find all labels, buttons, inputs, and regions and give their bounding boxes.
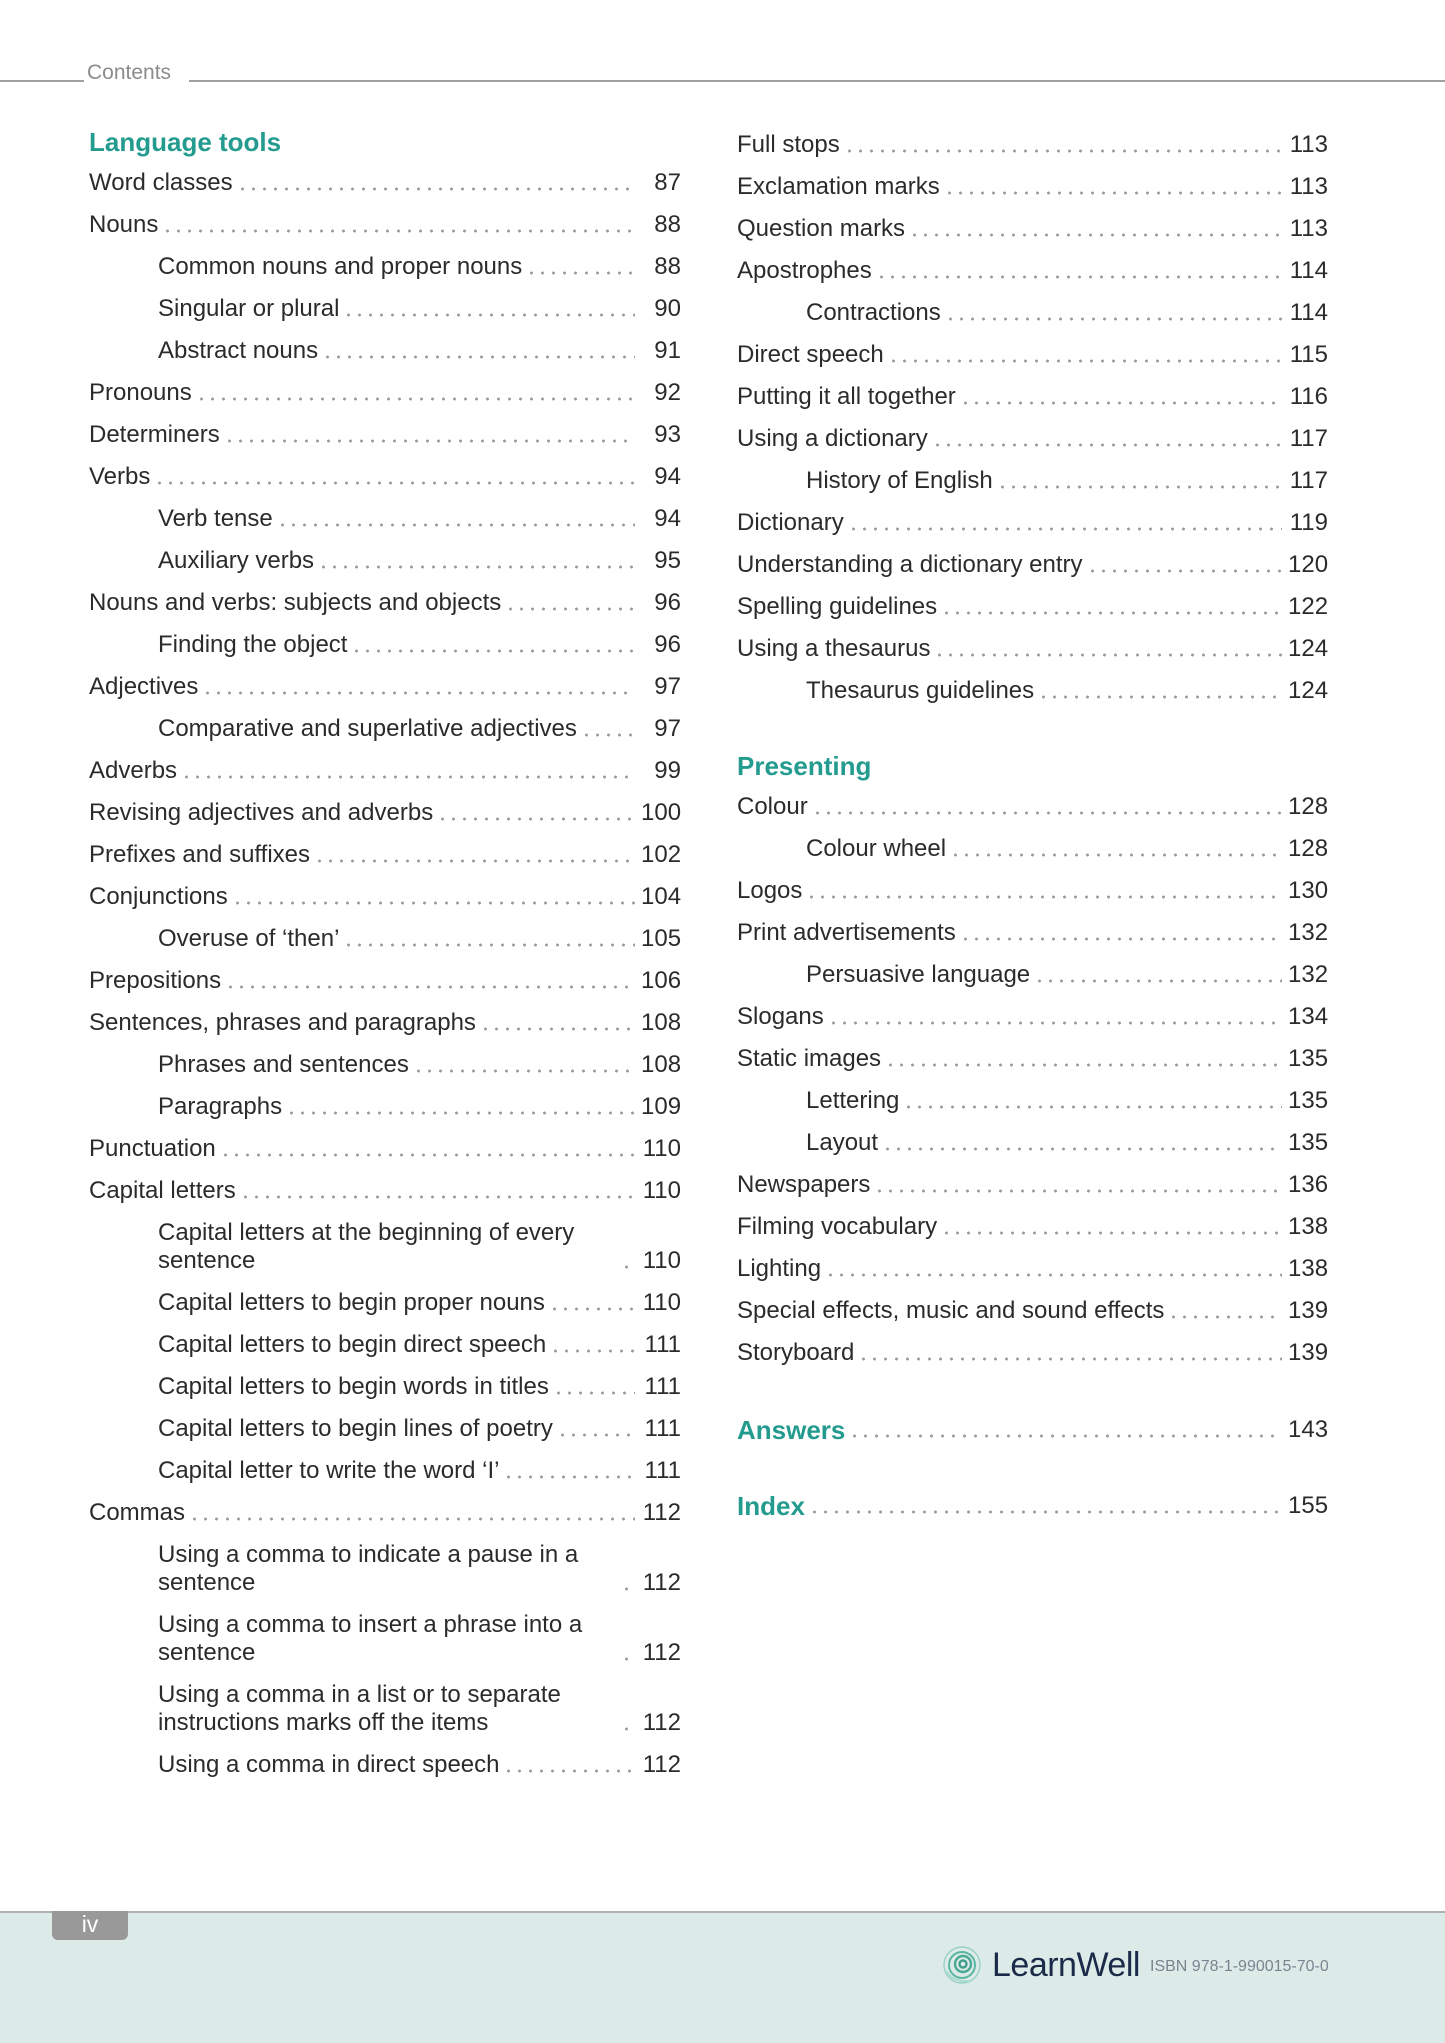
dot-leader — [858, 1342, 1282, 1362]
toc-entry[interactable] — [89, 1674, 681, 1744]
dot-leader — [505, 592, 635, 612]
toc-entry-page: 114 — [1289, 299, 1328, 326]
dot-leader — [314, 844, 635, 864]
dot-leader — [828, 1006, 1282, 1026]
dot-leader — [318, 550, 635, 570]
toc-entry[interactable] — [737, 1164, 1328, 1206]
toc-entry[interactable] — [89, 792, 681, 834]
toc-entry[interactable] — [737, 1038, 1328, 1080]
toc-entry-label: Capital letters to begin proper nouns — [158, 1289, 545, 1316]
dot-leader — [997, 470, 1282, 490]
toc-entry-page: 96 — [654, 631, 681, 658]
toc-entry[interactable] — [737, 376, 1328, 418]
dot-leader — [581, 718, 635, 738]
toc-entry-page: 114 — [1289, 257, 1328, 284]
section-spacer — [737, 1452, 1328, 1484]
toc-entry-label: Finding the object — [158, 631, 348, 658]
toc-entry[interactable] — [89, 666, 681, 708]
section-title-language-tools: Language tools — [89, 127, 282, 157]
toc-entry[interactable] — [89, 918, 681, 960]
toc-entry-page: 108 — [641, 1009, 682, 1036]
toc-entry[interactable] — [89, 750, 681, 792]
header-rule-left — [0, 80, 84, 82]
toc-entry-page: 136 — [1288, 1171, 1329, 1198]
toc-entry[interactable] — [737, 1248, 1328, 1290]
toc-entry-label: Using a thesaurus — [737, 635, 931, 662]
dot-leader — [844, 134, 1282, 154]
toc-entry-label: Dictionary — [737, 509, 844, 536]
dot-leader — [1034, 964, 1282, 984]
toc-entry[interactable] — [89, 1450, 681, 1492]
toc-entry-label: History of English — [806, 467, 993, 494]
toc-entry-page: 112 — [642, 1639, 681, 1666]
toc-entry-label: Determiners — [89, 421, 220, 448]
brand-name: LearnWell — [992, 1945, 1140, 1984]
toc-entry-page: 97 — [654, 673, 681, 700]
dot-leader — [286, 1096, 635, 1116]
toc-entry-page: 130 — [1288, 877, 1329, 904]
toc-entry-label: Prepositions — [89, 967, 222, 994]
toc-entry-label: Answers — [737, 1415, 846, 1445]
dot-leader — [849, 1419, 1282, 1439]
toc-entry-label: Revising adjectives and adverbs — [89, 799, 434, 826]
toc-entry[interactable] — [89, 1044, 681, 1086]
toc-entry-label: Commas — [89, 1499, 186, 1526]
toc-entry-label: Index — [737, 1491, 805, 1521]
toc-entry-label: Contractions — [806, 299, 941, 326]
dot-leader — [549, 1292, 635, 1312]
toc-entry-label: Capital letters — [89, 1177, 236, 1204]
toc-entry[interactable] — [737, 292, 1328, 334]
toc-entry-page: 111 — [644, 1373, 681, 1400]
toc-entry[interactable] — [737, 1290, 1328, 1332]
toc-entry[interactable] — [89, 1170, 681, 1212]
toc-entry-label: Thesaurus guidelines — [806, 677, 1035, 704]
toc-entry-page: 138 — [1288, 1213, 1329, 1240]
toc-entry-label: Special effects, music and sound effects — [737, 1297, 1165, 1324]
dot-leader — [941, 596, 1282, 616]
toc-list-language-tools — [89, 162, 681, 1786]
toc-entry-label: Persuasive language — [806, 961, 1031, 988]
toc-entry-label: Sentences, phrases and paragraphs — [89, 1009, 476, 1036]
toc-entry-label: Nouns — [89, 211, 159, 238]
toc-entry-label: Spelling guidelines — [737, 593, 938, 620]
toc-entry-page: 111 — [644, 1457, 681, 1484]
toc-entry[interactable] — [89, 330, 681, 372]
dot-leader — [932, 428, 1282, 448]
toc-entry-label: Overuse of ‘then’ — [158, 925, 340, 952]
dot-leader — [621, 1250, 635, 1270]
toc-entry-label: Verb tense — [158, 505, 273, 532]
toc-entry[interactable] — [737, 628, 1328, 670]
toc-list-language-tools-continued — [737, 124, 1328, 712]
toc-entry[interactable] — [89, 876, 681, 918]
toc-entry[interactable] — [89, 1324, 681, 1366]
section-title-presenting: Presenting — [737, 751, 872, 781]
toc-entry[interactable] — [89, 246, 681, 288]
dot-leader — [225, 970, 635, 990]
dot-leader — [277, 508, 635, 528]
isbn-text: ISBN 978-1-990015-70-0 — [1150, 1958, 1329, 1975]
toc-entry[interactable] — [89, 498, 681, 540]
toc-entry-page: 113 — [1289, 173, 1328, 200]
dot-leader — [882, 1132, 1282, 1152]
toc-entry-label: Using a comma in direct speech — [158, 1751, 500, 1778]
toc-entry[interactable] — [737, 870, 1328, 912]
toc-entry-page: 132 — [1288, 919, 1329, 946]
toc-entry-page: 100 — [641, 799, 682, 826]
toc-entry-label: Nouns and verbs: subjects and objects — [89, 589, 502, 616]
toc-entry-page: 138 — [1288, 1255, 1329, 1282]
toc-entry-page: 113 — [1289, 131, 1328, 158]
toc-entry-page: 110 — [642, 1135, 681, 1162]
toc-left-column — [89, 124, 681, 1786]
toc-entry[interactable] — [737, 1206, 1328, 1248]
dot-leader — [351, 634, 635, 654]
dot-leader — [480, 1012, 635, 1032]
toc-entry[interactable] — [737, 670, 1328, 712]
toc-entry[interactable] — [89, 1128, 681, 1170]
toc-entry[interactable] — [737, 828, 1328, 870]
toc-entry-label: Singular or plural — [158, 295, 340, 322]
toc-entry-page: 115 — [1289, 341, 1328, 368]
toc-entry-label: Colour — [737, 793, 808, 820]
dot-leader — [437, 802, 635, 822]
toc-entry-page: 90 — [654, 295, 681, 322]
dot-leader — [960, 922, 1282, 942]
toc-entry-page: 94 — [654, 505, 681, 532]
toc-entry-page: 110 — [642, 1289, 681, 1316]
toc-entry-label: Punctuation — [89, 1135, 216, 1162]
toc-entry[interactable] — [89, 372, 681, 414]
toc-entry-page: 112 — [642, 1751, 681, 1778]
toc-entry-label: Adverbs — [89, 757, 178, 784]
toc-entry-page: 139 — [1288, 1297, 1329, 1324]
dot-leader — [196, 382, 635, 402]
dot-leader — [343, 298, 635, 318]
toc-entry-label: Capital letters to begin lines of poetry — [158, 1415, 553, 1442]
toc-entry[interactable] — [737, 1080, 1328, 1122]
dot-leader — [1038, 680, 1282, 700]
dot-leader — [343, 928, 635, 948]
dot-leader — [888, 344, 1282, 364]
toc-right-column — [737, 124, 1328, 1528]
toc-entry-label: Question marks — [737, 215, 906, 242]
toc-entry-label: Print advertisements — [737, 919, 956, 946]
toc-entry[interactable] — [737, 586, 1328, 628]
page-footer — [0, 1911, 1445, 2043]
dot-leader — [885, 1048, 1282, 1068]
toc-entry-label: Capital letters at the beginning of every sentence — [158, 1219, 575, 1274]
toc-entry-page: 108 — [641, 1051, 682, 1078]
toc-entry-label: Layout — [806, 1129, 879, 1156]
toc-entry[interactable] — [89, 1366, 681, 1408]
toc-entry-page: 91 — [654, 337, 681, 364]
toc-entry-label: Pronouns — [89, 379, 192, 406]
toc-entry-label: Using a comma to indicate a pause in a sentence — [158, 1541, 579, 1596]
toc-entry[interactable] — [737, 1332, 1328, 1374]
running-header-title: Contents — [87, 61, 172, 84]
toc-entry-label: Lettering — [806, 1087, 900, 1114]
toc-entry-label: Using a dictionary — [737, 425, 928, 452]
toc-entry-page: 120 — [1288, 551, 1329, 578]
toc-entry-page: 88 — [654, 253, 681, 280]
toc-entry-label: Using a comma in a list or to separate instructions marks off the items — [158, 1681, 561, 1736]
toc-entry[interactable] — [737, 954, 1328, 996]
toc-entry-label: Colour wheel — [806, 835, 947, 862]
toc-entry-page: 116 — [1289, 383, 1328, 410]
dot-leader — [621, 1712, 635, 1732]
toc-entry[interactable] — [89, 1492, 681, 1534]
toc-entry-page: 95 — [654, 547, 681, 574]
toc-entry[interactable] — [89, 960, 681, 1002]
toc-entry-page: 112 — [642, 1709, 681, 1736]
toc-entry-label: Capital letter to write the word ‘I’ — [158, 1457, 500, 1484]
toc-entry[interactable] — [89, 1534, 681, 1604]
dot-leader — [526, 256, 635, 276]
dot-leader — [903, 1090, 1282, 1110]
toc-entry-label: Static images — [737, 1045, 882, 1072]
dot-leader — [950, 838, 1282, 858]
toc-entry-label: Capital letters to begin words in titles — [158, 1373, 549, 1400]
toc-entry-page: 139 — [1288, 1339, 1329, 1366]
toc-entry[interactable] — [737, 786, 1328, 828]
dot-leader — [960, 386, 1282, 406]
dot-leader — [812, 796, 1282, 816]
dot-leader — [224, 424, 635, 444]
toc-entry-page: 135 — [1288, 1129, 1329, 1156]
toc-entry[interactable] — [737, 996, 1328, 1038]
toc-entry-page: 155 — [1288, 1492, 1329, 1519]
dot-leader — [162, 214, 635, 234]
toc-entry-page: 97 — [654, 715, 681, 742]
toc-entry-page: 119 — [1289, 509, 1328, 536]
toc-entry[interactable] — [89, 288, 681, 330]
toc-entry-label: Adjectives — [89, 673, 199, 700]
toc-entry[interactable] — [89, 162, 681, 204]
toc-entry-label: Phrases and sentences — [158, 1051, 409, 1078]
toc-entry[interactable] — [737, 1122, 1328, 1164]
toc-entry[interactable] — [737, 502, 1328, 544]
toc-entry-page: 135 — [1288, 1087, 1329, 1114]
toc-entry[interactable] — [89, 1408, 681, 1450]
toc-entry-label: Logos — [737, 877, 803, 904]
toc-entry-label: Apostrophes — [737, 257, 872, 284]
dot-leader — [322, 340, 635, 360]
section-spacer — [737, 1374, 1328, 1408]
toc-entry-page: 104 — [641, 883, 682, 910]
dot-leader — [1168, 1300, 1282, 1320]
toc-entry-label: Understanding a dictionary entry — [737, 551, 1083, 578]
toc-entry-label: Abstract nouns — [158, 337, 319, 364]
dot-leader — [934, 638, 1282, 658]
toc-entry-page: 94 — [654, 463, 681, 490]
toc-entry[interactable] — [89, 456, 681, 498]
toc-entry-label: Paragraphs — [158, 1093, 283, 1120]
dot-leader — [503, 1754, 635, 1774]
toc-entry-page: 92 — [654, 379, 681, 406]
toc-entry[interactable] — [89, 204, 681, 246]
dot-leader — [809, 1495, 1282, 1515]
dot-leader — [621, 1572, 635, 1592]
toc-entry-label: Verbs — [89, 463, 151, 490]
dot-leader — [945, 302, 1282, 322]
toc-entry-page: 143 — [1288, 1416, 1329, 1443]
dot-leader — [876, 260, 1282, 280]
page-number-tab: iv — [52, 1911, 128, 1940]
toc-entry[interactable] — [89, 414, 681, 456]
toc-entry-label: Filming vocabulary — [737, 1213, 938, 1240]
dot-leader — [825, 1258, 1282, 1278]
toc-entry[interactable] — [89, 834, 681, 876]
toc-entry-label: Newspapers — [737, 1171, 871, 1198]
toc-entry-page: 117 — [1289, 425, 1328, 452]
dot-leader — [189, 1502, 635, 1522]
toc-entry-page: 93 — [654, 421, 681, 448]
toc-entry-page: 117 — [1289, 467, 1328, 494]
toc-entry-page: 112 — [642, 1569, 681, 1596]
toc-entry-label: Auxiliary verbs — [158, 547, 315, 574]
toc-entry-page: 134 — [1288, 1003, 1329, 1030]
toc-entry[interactable] — [89, 1282, 681, 1324]
toc-entry[interactable] — [89, 1212, 681, 1282]
toc-entry[interactable] — [737, 912, 1328, 954]
toc-entry-page: 110 — [642, 1177, 681, 1204]
dot-leader — [806, 880, 1282, 900]
toc-entry-label: Prefixes and suffixes — [89, 841, 311, 868]
toc-entry[interactable] — [89, 1002, 681, 1044]
toc-entry-label: Word classes — [89, 169, 233, 196]
toc-entry-page: 109 — [641, 1093, 682, 1120]
toc-entry[interactable] — [737, 334, 1328, 376]
toc-entry[interactable] — [737, 418, 1328, 460]
toc-entry-page: 135 — [1288, 1045, 1329, 1072]
dot-leader — [154, 466, 635, 486]
dot-leader — [941, 1216, 1282, 1236]
toc-entry-page: 128 — [1288, 835, 1329, 862]
dot-leader — [553, 1376, 635, 1396]
section-spacer — [737, 712, 1328, 748]
dot-leader — [240, 1180, 635, 1200]
toc-entry[interactable] — [737, 250, 1328, 292]
toc-list-presenting — [737, 786, 1328, 1374]
toc-entry-answers[interactable] — [737, 1408, 1328, 1452]
toc-entry-label: Slogans — [737, 1003, 824, 1030]
toc-entry-page: 122 — [1288, 593, 1329, 620]
dot-leader — [944, 176, 1282, 196]
toc-entry-page: 96 — [654, 589, 681, 616]
toc-entry[interactable] — [89, 540, 681, 582]
toc-entry-page: 87 — [654, 169, 681, 196]
toc-entry-page: 124 — [1288, 677, 1329, 704]
dot-leader — [909, 218, 1282, 238]
dot-leader — [1087, 554, 1282, 574]
dot-leader — [621, 1642, 635, 1662]
toc-entry[interactable] — [89, 1086, 681, 1128]
toc-entry-page: 110 — [642, 1247, 681, 1274]
toc-entry-page: 105 — [641, 925, 682, 952]
toc-entry-index[interactable] — [737, 1484, 1328, 1528]
toc-entry-label: Using a comma to insert a phrase into a sentence — [158, 1611, 583, 1666]
toc-entry[interactable] — [737, 166, 1328, 208]
toc-entry-label: Comparative and superlative adjectives — [158, 715, 577, 742]
dot-leader — [237, 172, 635, 192]
dot-leader — [848, 512, 1282, 532]
toc-entry-label: Putting it all together — [737, 383, 956, 410]
dot-leader — [220, 1138, 635, 1158]
dot-leader — [413, 1054, 635, 1074]
toc-entry-page: 112 — [642, 1499, 681, 1526]
header-rule-right — [189, 80, 1445, 82]
dot-leader — [202, 676, 635, 696]
toc-entry-label: Conjunctions — [89, 883, 228, 910]
toc-entry-page: 111 — [644, 1415, 681, 1442]
dot-leader — [557, 1418, 635, 1438]
toc-entry[interactable] — [89, 708, 681, 750]
toc-entry-page: 113 — [1289, 215, 1328, 242]
toc-entry-page: 124 — [1288, 635, 1329, 662]
toc-entry[interactable] — [737, 460, 1328, 502]
toc-entry-label: Direct speech — [737, 341, 884, 368]
toc-entry-page: 99 — [654, 757, 681, 784]
toc-entry[interactable] — [737, 124, 1328, 166]
dot-leader — [503, 1460, 635, 1480]
toc-entry-label: Common nouns and proper nouns — [158, 253, 523, 280]
toc-entry[interactable] — [89, 624, 681, 666]
toc-entry[interactable] — [89, 1744, 681, 1786]
toc-entry-label: Full stops — [737, 131, 840, 158]
publisher-brand — [942, 1945, 1140, 1985]
toc-entry-page: 132 — [1288, 961, 1329, 988]
toc-entry[interactable] — [737, 544, 1328, 586]
dot-leader — [874, 1174, 1282, 1194]
toc-entry-page: 106 — [641, 967, 682, 994]
spiral-logo-icon — [942, 1945, 982, 1985]
toc-entry-page: 111 — [644, 1331, 681, 1358]
dot-leader — [550, 1334, 635, 1354]
dot-leader — [181, 760, 635, 780]
toc-entry-label: Capital letters to begin direct speech — [158, 1331, 547, 1358]
dot-leader — [232, 886, 635, 906]
toc-entry-label: Lighting — [737, 1255, 822, 1282]
toc-entry[interactable] — [89, 1604, 681, 1674]
toc-entry-page: 102 — [641, 841, 682, 868]
toc-entry-page: 128 — [1288, 793, 1329, 820]
toc-entry[interactable] — [89, 582, 681, 624]
toc-entry-page: 88 — [654, 211, 681, 238]
toc-entry-label: Storyboard — [737, 1339, 855, 1366]
toc-entry[interactable] — [737, 208, 1328, 250]
toc-entry-label: Exclamation marks — [737, 173, 940, 200]
